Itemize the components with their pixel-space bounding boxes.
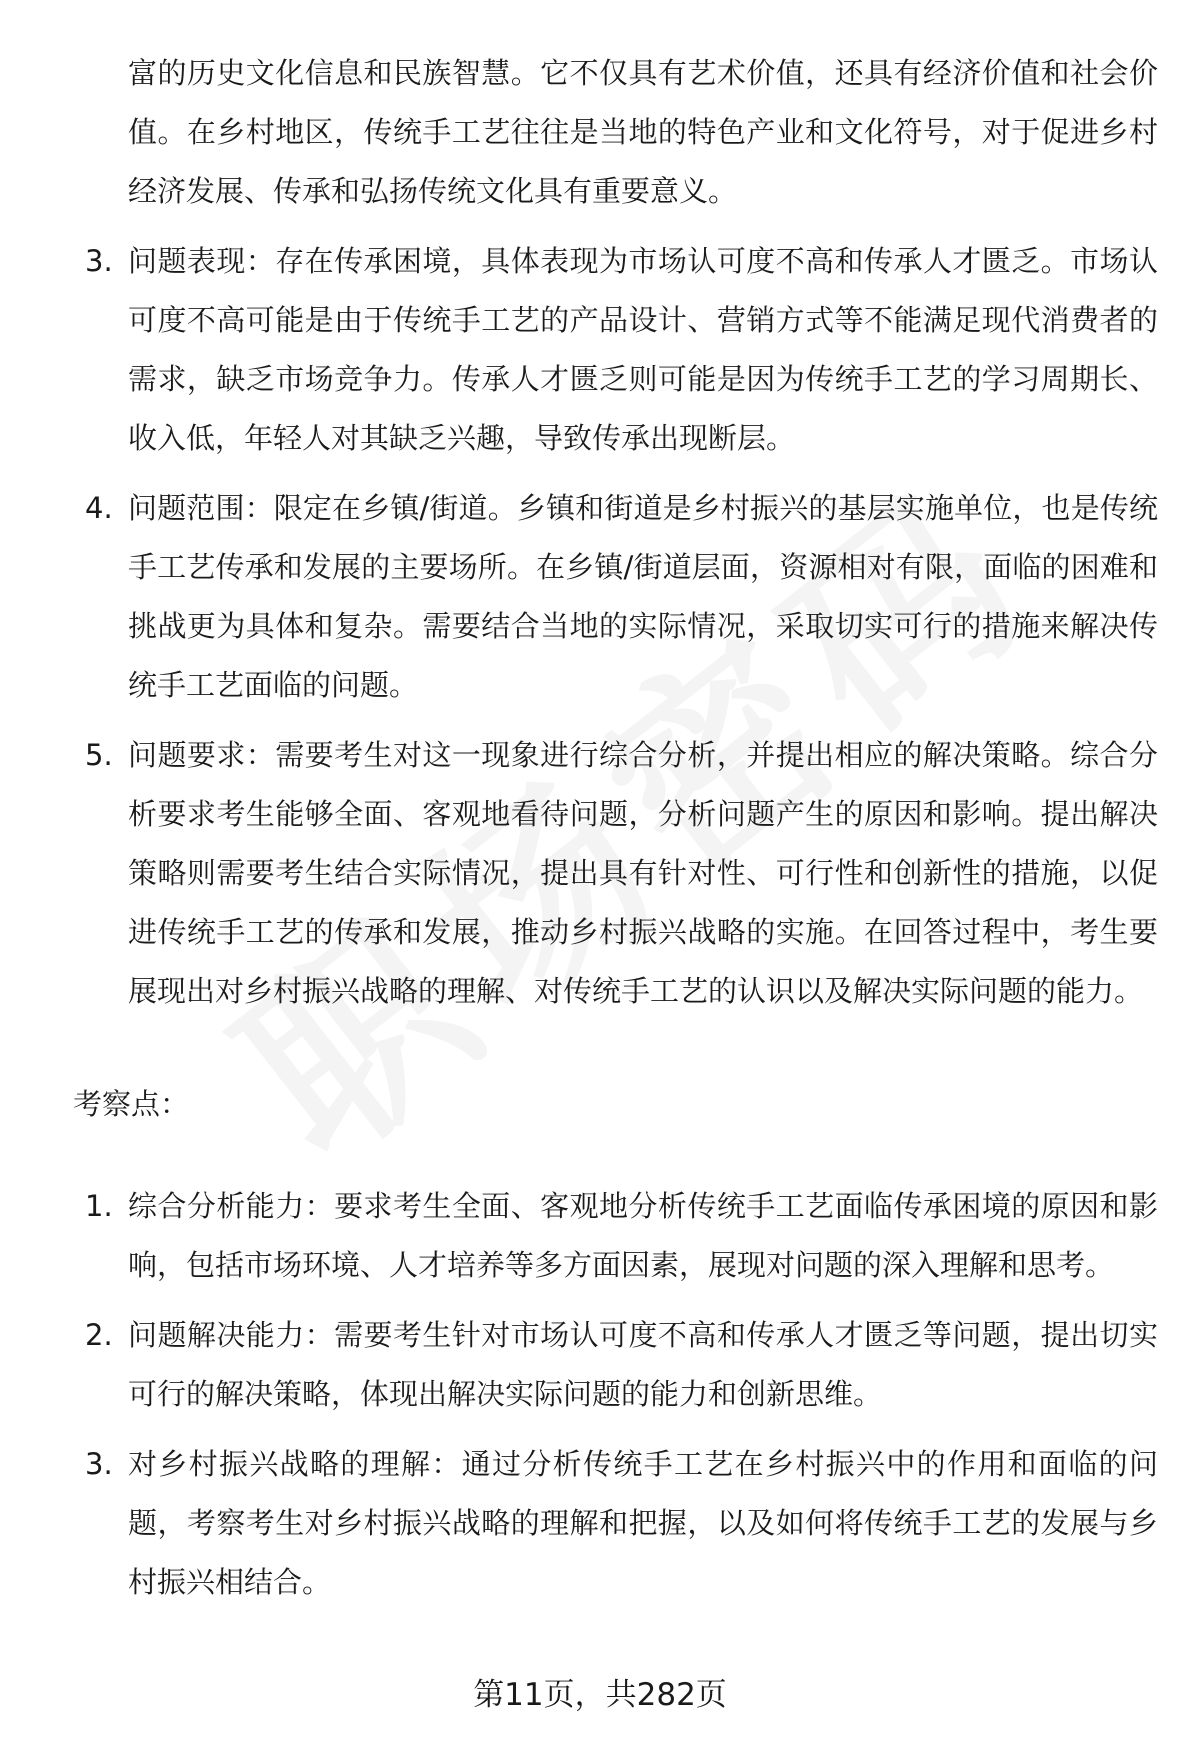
list-item (0, 232, 1200, 468)
list-item-text: 对乡村振兴战略的理解：通过分析传统手工艺在乡村振兴中的作用和面临的问题，考察考生对乡村振兴战略的理解和把握，以及如何将传统手工艺的发展与乡村振兴相结合。 (128, 1447, 1158, 1599)
section-heading: 考察点： (73, 1087, 190, 1121)
section-analysis (0, 44, 1200, 1021)
list-item-number: 2. (85, 1318, 113, 1352)
list-item-number: 3. (85, 244, 113, 278)
list-item-text: 问题解决能力：需要考生针对市场认可度不高和传承人才匮乏等问题，提出切实可行的解决策略，体现出解决实际问题的能力和创新思维。 (128, 1318, 1158, 1411)
list-item (0, 1306, 1200, 1424)
list-item-text: 综合分析能力：要求考生全面、客观地分析传统手工艺面临传承困境的原因和影响，包括市场环境、人才培养等多方面因素，展现对问题的深入理解和思考。 (128, 1189, 1158, 1282)
list-item-text: 问题表现：存在传承困境，具体表现为市场认可度不高和传承人才匮乏。市场认可度不高可能是由于传统手工艺的产品设计、营销方式等不能满足现代消费者的需求，缺乏市场竞争力。传承人才匮乏则可能是因为传统手工艺的学习周期长、收入低，年轻人对其缺乏兴趣，导致传承出现断层。 (128, 244, 1158, 455)
list-item-number: 3. (85, 1447, 113, 1481)
list-item-number: 1. (85, 1189, 113, 1223)
paragraph-continuation: 富的历史文化信息和民族智慧。它不仅具有艺术价值，还具有经济价值和社会价值。在乡村地区，传统手工艺往往是当地的特色产业和文化符号，对于促进乡村经济发展、传承和弘扬传统文化具有重要意义。 (128, 56, 1158, 208)
page-number: 第11页，共282页 (473, 1677, 727, 1713)
list-item (0, 726, 1200, 1021)
section-key-points (0, 1177, 1200, 1612)
list-item-text: 问题范围：限定在乡镇/街道。乡镇和街道是乡村振兴的基层实施单位，也是传统手工艺传承和发展的主要场所。在乡镇/街道层面，资源相对有限，面临的困难和挑战更为具体和复杂。需要结合当地的实际情况，采取切实可行的措施来解决传统手工艺面临的问题。 (128, 491, 1158, 702)
list-item (0, 1177, 1200, 1295)
list-item (0, 479, 1200, 715)
list-item (0, 1435, 1200, 1612)
list-item-number: 4. (85, 491, 113, 525)
list-item-number: 5. (85, 738, 113, 772)
list-item-text: 问题要求：需要考生对这一现象进行综合分析，并提出相应的解决策略。综合分析要求考生能够全面、客观地看待问题，分析问题产生的原因和影响。提出解决策略则需要考生结合实际情况，提出具有针对性、可行性和创新性的措施，以促进传统手工艺的传承和发展，推动乡村振兴战略的实施。在回答过程中，考生要展现出对乡村振兴战略的理解、对传统手工艺的认识以及解决实际问题的能力。 (128, 738, 1158, 1008)
